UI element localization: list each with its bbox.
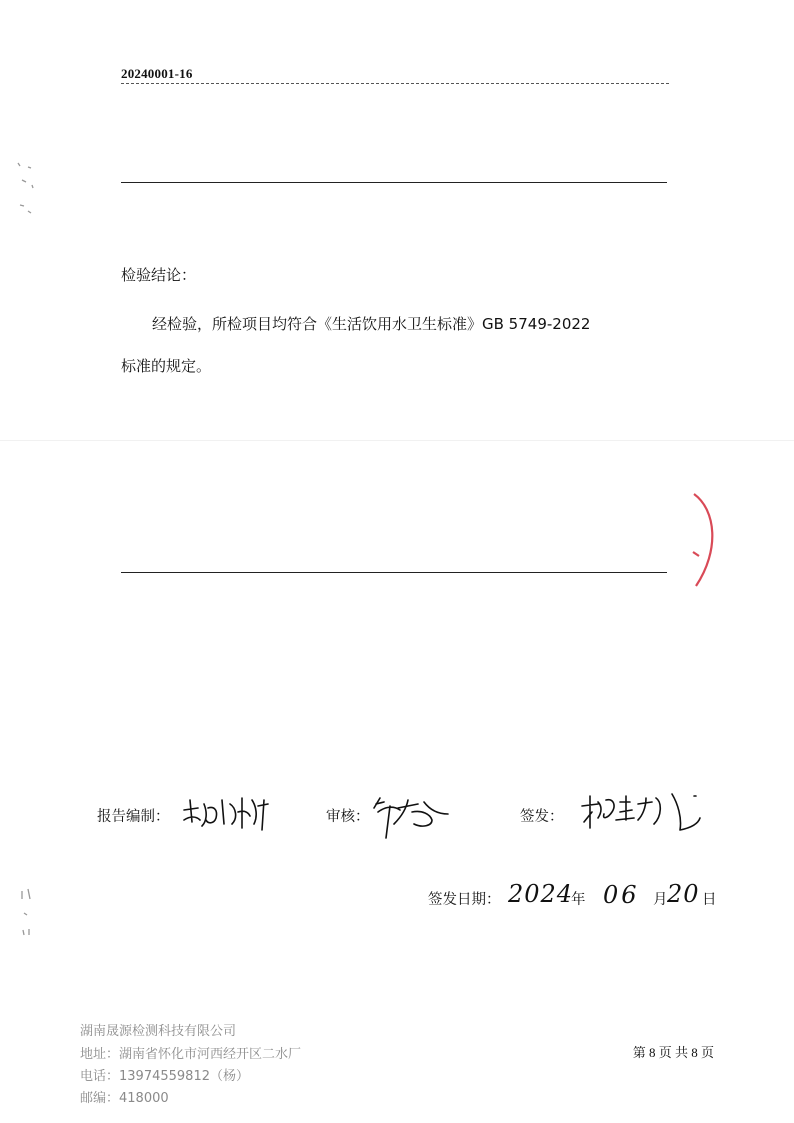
issue-date-label: 签发日期： xyxy=(428,892,501,908)
section-rule-bottom xyxy=(121,572,667,573)
review-signature xyxy=(368,790,458,850)
conclusion-line-2: 标准的规定。 xyxy=(121,357,212,375)
fold-line xyxy=(0,440,794,441)
review-label: 审核： xyxy=(326,809,370,825)
footer-postcode: 邮编：418000 xyxy=(80,1091,169,1106)
issue-signature xyxy=(576,788,706,838)
issue-date-day: 20 xyxy=(667,880,700,908)
issue-date-month: 06 xyxy=(603,881,640,909)
issue-date-month-unit: 月 xyxy=(653,892,668,908)
binding-marks-top xyxy=(8,155,38,225)
prepared-by-label: 报告编制： xyxy=(97,809,170,825)
header-divider xyxy=(121,83,669,84)
official-seal-fragment xyxy=(690,490,730,590)
section-rule-top xyxy=(121,182,667,183)
footer-company: 湖南晟源检测科技有限公司 xyxy=(80,1024,237,1039)
conclusion-line-1: 经检验，所检项目均符合《生活饮用水卫生标准》GB 5749-2022 xyxy=(152,315,591,333)
issue-date-year-unit: 年 xyxy=(571,892,586,908)
issue-date-year: 2024 xyxy=(508,880,574,908)
prepared-by-signature xyxy=(178,790,278,840)
page-indicator: 第 8 页 共 8 页 xyxy=(632,1045,714,1060)
footer-address: 地址：湖南省怀化市河西经开区二水厂 xyxy=(80,1047,302,1062)
issue-label: 签发： xyxy=(520,809,564,825)
footer-phone: 电话：13974559812（杨） xyxy=(80,1069,249,1084)
issue-date-day-unit: 日 xyxy=(702,892,717,908)
binding-marks-bottom xyxy=(8,885,38,945)
conclusion-heading: 检验结论： xyxy=(121,266,197,284)
report-number: 20240001-16 xyxy=(121,66,193,81)
